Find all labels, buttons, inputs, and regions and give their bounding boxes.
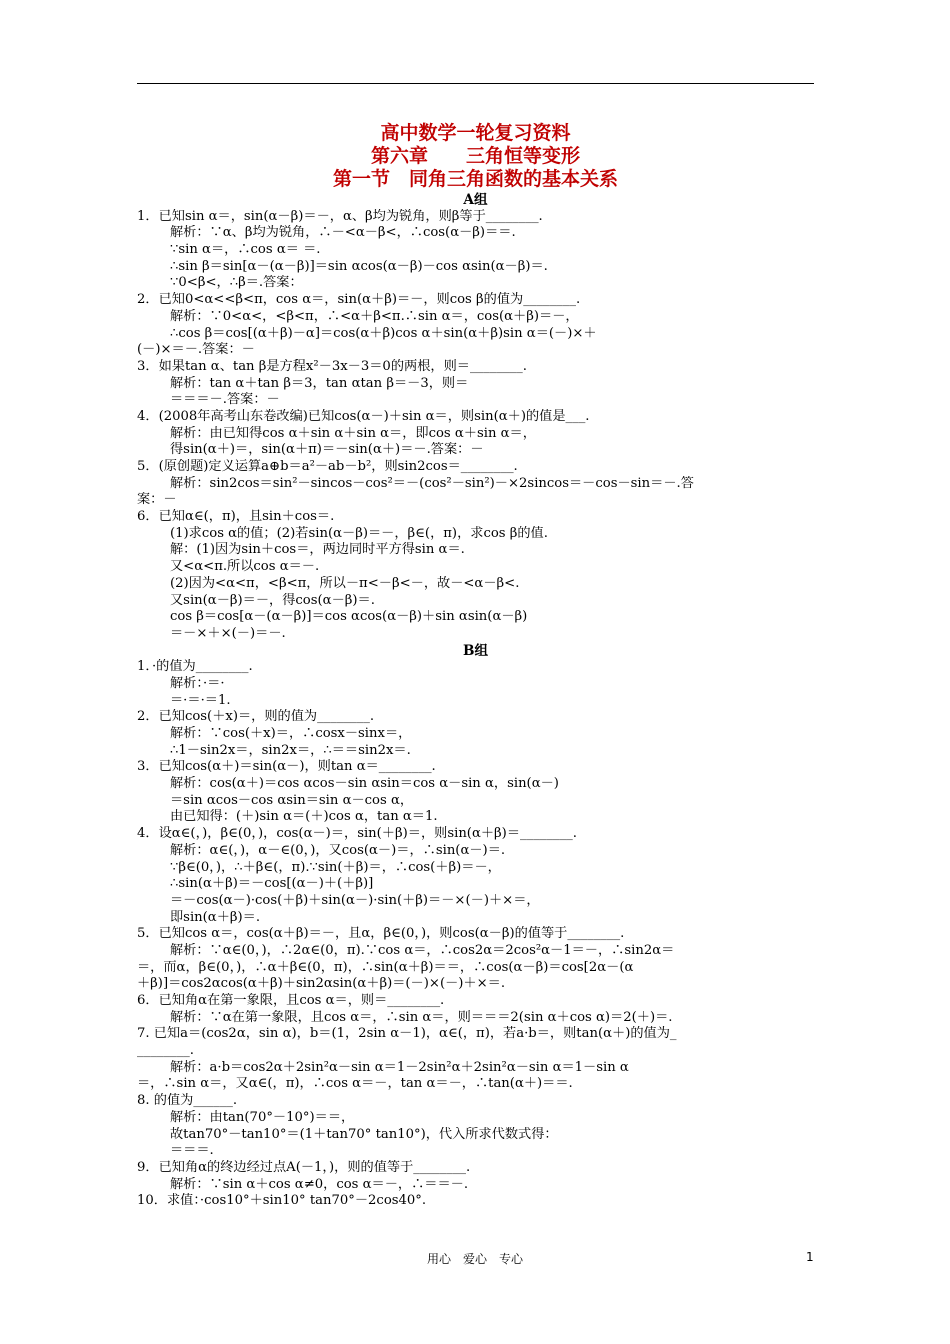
title-block	[137, 122, 814, 191]
text-line: (2)因为<α<π，<β<π，所以－π<－β<－，故－<α－β<.	[170, 575, 520, 591]
text-line: 解析：·＝·	[170, 675, 225, 691]
text-line: 1．·的值为________.	[137, 659, 253, 675]
text-line: ∵β∈(0，)，∴＋β∈(，π).∵sin(＋β)＝，∴cos(＋β)＝－，	[170, 859, 501, 875]
text-line: ∴sin(α＋β)＝－cos[(α－)＋(＋β)]	[170, 876, 374, 892]
text-line: 解析：∵sin α＋cos α≠0，cos α＝－，∴＝＝－.	[170, 1176, 469, 1192]
document-body	[137, 192, 814, 1210]
text-line: 解析：sin2cos＝sin²－sincos－cos²＝－(cos²－sin²)－×2sincos＝－cos－sin＝－.答	[170, 475, 694, 491]
text-line: 解析：∵α、β均为锐角，∴－<α－β<，∴cos(α－β)＝＝.	[170, 225, 516, 241]
text-line: ＝－cos(α－)·cos(＋β)＋sin(α－)·sin(＋β)＝－×(－)＋×＝，	[170, 892, 540, 908]
text-line: 解析：由tan(70°－10°)＝＝，	[170, 1109, 355, 1125]
text-line: 故tan70°－tan10°＝(1＋tan70° tan10°)，代入所求代数式得：	[170, 1126, 558, 1142]
text-line: 解析：∵cos(＋x)＝，∴cosx－sinx＝，	[170, 726, 412, 741]
text-line: 解析：cos(α＋)＝cos αcos－sin αsin＝cos α－sin α，sin(α－)	[170, 776, 559, 792]
text-line: ＝sin αcos－cos αsin＝sin α－cos α，	[170, 792, 414, 808]
text-line: 又sin(α－β)＝－，得cos(α－β)＝.	[170, 592, 375, 608]
group-a-content	[137, 209, 814, 643]
text-line: ＝＝＝－.答案：－	[170, 392, 280, 408]
text-line: ________.	[137, 1043, 194, 1059]
text-line: ＝·＝·＝1.	[170, 692, 231, 708]
text-line: 由已知得：(＋)sin α＝(＋)cos α，tan α＝1.	[170, 809, 438, 825]
section-title: 第一节 同角三角函数的基本关系	[332, 168, 618, 190]
text-line: 2．已知0<α<<β<π，cos α＝，sin(α＋β)＝－，则cos β的值为________.	[137, 292, 581, 308]
text-line: 解析：∵α∈(0，)，∴2α∈(0，π).∵cos α＝，∴cos2α＝2cos²α－1＝－，∴sin2α＝	[170, 942, 675, 958]
text-line: 案：－	[137, 492, 177, 508]
text-line: ＝，而α，β∈(0，)，∴α＋β∈(0，π)，∴sin(α＋β)＝＝，∴cos(α－β)＝cos[2α－(α	[137, 959, 634, 975]
text-line: (－)×＝－.答案：－	[137, 342, 255, 358]
doc-title: 高中数学一轮复习资料	[380, 122, 571, 144]
text-line: 解：(1)因为sin＋cos＝，两边同时平方得sin α＝.	[170, 542, 465, 558]
text-line: 解析：α∈(，)，α－∈(0，)，又cos(α－)＝，∴sin(α－)＝.	[170, 842, 506, 858]
text-line: 5．已知cos α＝，cos(α＋β)＝－，且α，β∈(0，)，则cos(α－β)的值等于________.	[137, 926, 625, 942]
text-line: 解析：a·b＝cos2α＋2sin²α－sin α＝1－2sin²α＋2sin²α－sin α＝1－sin α	[170, 1059, 629, 1075]
text-line: 5．(原创题)定义运算a⊕b＝a²－ab－b²，则sin2cos＝________.	[137, 459, 518, 474]
text-line: 4．(2008年高考山东卷改编)已知cos(α－)＋sin α＝，则sin(α＋)的值是___.	[137, 408, 590, 424]
text-line: 6．已知α∈(，π)，且sin＋cos＝.	[137, 509, 335, 525]
text-line: 又<α<π.所以cos α＝－.	[170, 559, 320, 575]
text-line: 4．设α∈(，)，β∈(0，)，cos(α－)＝，sin(＋β)＝，则sin(α＋β)＝________.	[137, 826, 577, 842]
text-line: 解析：由已知得cos α＋sin α＋sin α＝，即cos α＋sin α＝，	[170, 425, 536, 441]
text-line: ＝，∴sin α＝，又α∈(，π)，∴cos α＝－，tan α＝－，∴tan(α＋)＝＝.	[137, 1076, 573, 1092]
text-line: 解析：∵α在第一象限，且cos α＝，∴sin α＝，则＝＝＝2(sin α＋cos α)＝2(＋)＝.	[170, 1009, 673, 1025]
text-line: 3．已知cos(α＋)＝sin(α－)，则tan α＝________.	[137, 759, 436, 775]
page-number: 1	[806, 1250, 814, 1264]
text-line: ∴cos β＝cos[(α＋β)－α]＝cos(α＋β)cos α＋sin(α＋β)sin α＝(－)×＋	[170, 325, 597, 341]
text-line: 6．已知角α在第一象限，且cos α＝，则＝________.	[137, 993, 445, 1008]
text-line: 1．已知sin α＝，sin(α－β)＝－，α、β均为锐角，则β等于________.	[137, 208, 543, 224]
text-line: 3．如果tan α、tan β是方程x²－3x－3＝0的两根，则＝________.	[137, 358, 527, 374]
text-line: ∴1－sin2x＝，sin2x＝，∴＝＝sin2x＝.	[170, 742, 411, 758]
text-line: (1)求cos α的值；(2)若sin(α－β)＝－，β∈(，π)，求cos β的值.	[170, 525, 548, 541]
header-rule	[137, 83, 814, 84]
chapter-title: 第六章 三角恒等变形	[370, 145, 580, 167]
text-line: 2．已知cos(＋x)＝，则的值为________.	[137, 709, 375, 725]
text-line: ∵0<β<，∴β＝.答案：	[170, 275, 303, 291]
text-line: 得sin(α＋)＝，sin(α＋π)＝－sin(α＋)＝－.答案：－	[170, 442, 484, 458]
text-line: 解析：tan α＋tan β＝3，tan αtan β＝－3，则＝	[170, 375, 469, 391]
group-a-heading: A组	[463, 192, 488, 208]
footer-text: 用心 爱心 专心	[426, 1252, 523, 1266]
text-line: 10．求值：·cos10°＋sin10° tan70°－2cos40°.	[137, 1193, 427, 1209]
text-line: 解析：∵0<α<，<β<π，∴<α＋β<π.∴sin α＝，cos(α＋β)＝－，	[170, 308, 579, 324]
text-line: cos β＝cos[α－(α－β)]＝cos αcos(α－β)＋sin αsin(α－β)	[170, 609, 528, 625]
text-line: ＝－×＋×(－)＝－.	[170, 625, 286, 641]
text-line: ∵sin α＝，∴cos α＝ ＝.	[170, 242, 321, 258]
text-line: 7. 已知a＝(cos2α，sin α)，b＝(1，2sin α－1)，α∈(，π)，若a·b＝，则tan(α＋)的值为_	[137, 1026, 677, 1042]
text-line: 即sin(α＋β)＝.	[170, 909, 261, 925]
text-line: ＝＝＝.	[170, 1143, 214, 1159]
text-line: 8. 的值为______.	[137, 1093, 238, 1109]
text-line: 9．已知角α的终边经过点A(－1，)，则的值等于________.	[137, 1159, 471, 1175]
text-line: ∴sin β＝sin[α－(α－β)]＝sin αcos(α－β)－cos αsin(α－β)＝.	[170, 258, 548, 274]
group-b-content	[137, 659, 814, 1210]
text-line: ＋β)]＝cos2αcos(α＋β)＋sin2αsin(α＋β)＝(－)×(－)＋×＝.	[137, 976, 506, 992]
group-b-heading: B组	[462, 642, 489, 659]
